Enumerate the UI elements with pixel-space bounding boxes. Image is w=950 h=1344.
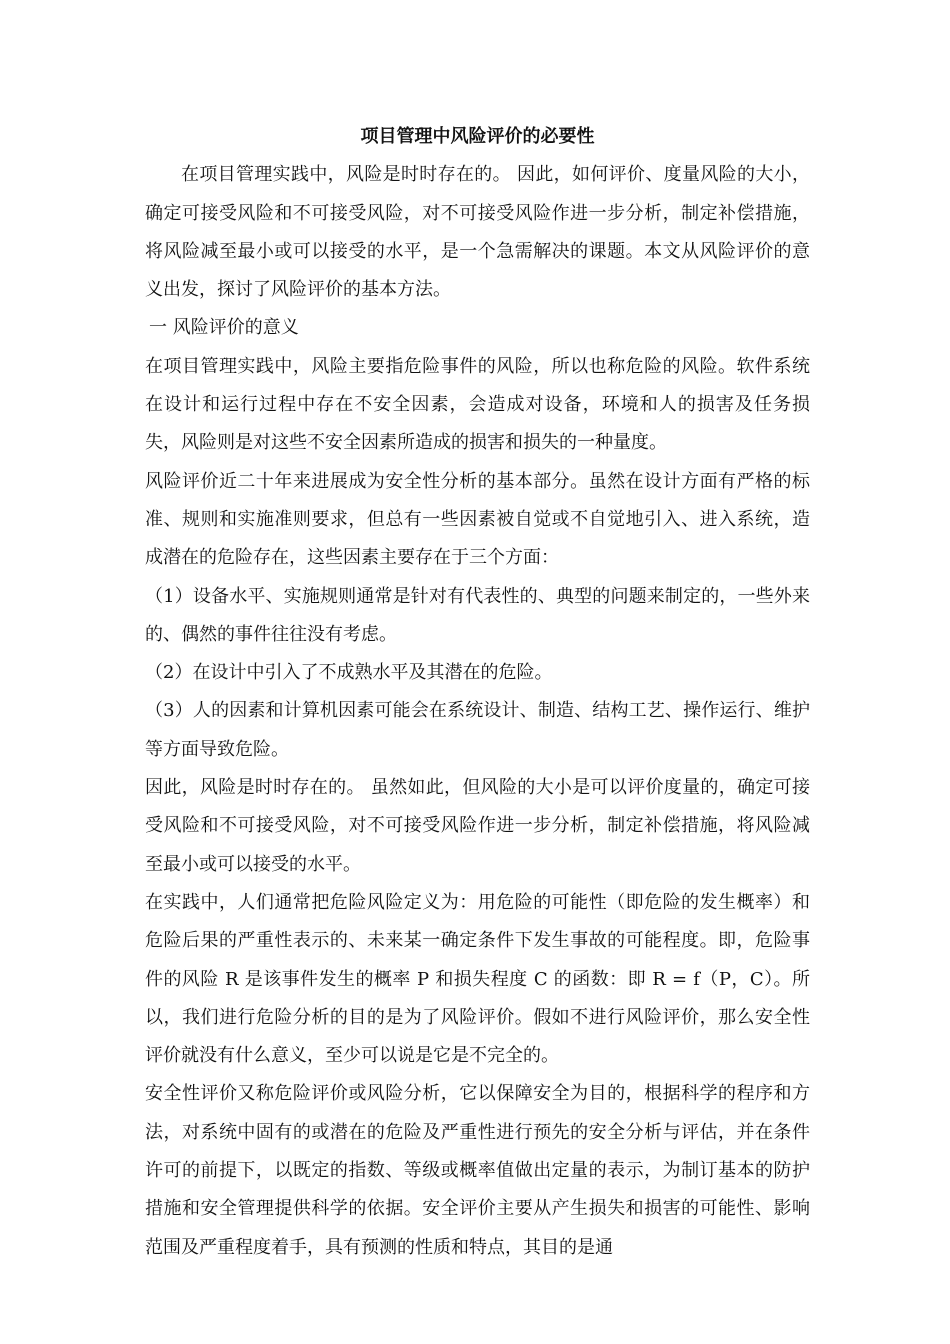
list-item: （3）人的因素和计算机因素可能会在系统设计、制造、结构工艺、操作运行、维护等方面导致危险。 — [145, 700, 810, 760]
body-paragraph: 因此，风险是时时存在的。 虽然如此，但风险的大小是可以评价度量的，确定可接受风险和不可接受风险，对不可接受风险作进一步分析，制定补偿措施，将风险减至最小或可以接受的水平。 — [145, 777, 810, 875]
body-paragraph: 在项目管理实践中，风险主要指危险事件的风险，所以也称危险的风险。软件系统在设计和运行过程中存在不安全因素，会造成对设备，环境和人的损害及任务损失，风险则是对这些不安全因素所造成的损害和损失的一种量度。 — [145, 355, 810, 454]
body-paragraph: 在实践中，人们通常把危险风险定义为：用危险的可能性（即危险的发生概率）和危险后果的严重性表示的、未来某一确定条件下发生事故的可能程度。即，危险事件的风险 R 是该事件发生的概率 P 和损失程度 C 的函数：即 R = f（P，C）。所以，我们进行危险分析的目的是为了风险评价。假如不进行风险评价，那么安全性评价就没有什么意义，至少可以说是它是不完全的。 — [145, 891, 810, 1067]
intro-paragraph: 在项目管理实践中，风险是时时存在的。 因此，如何评价、度量风险的大小，确定可接受风险和不可接受风险，对不可接受风险作进一步分析，制定补偿措施，将风险减至最小或可以接受的水平，是一个急需解决的课题。本文从风险评价的意义出发，探讨了风险评价的基本方法。 — [145, 164, 810, 301]
document-body — [145, 118, 810, 1267]
body-paragraph: 安全性评价又称危险评价或风险分析，它以保障安全为目的，根据科学的程序和方法，对系统中固有的或潜在的危险及严重性进行预先的安全分析与评估，并在条件许可的前提下，以既定的指数、等级或概率值做出定量的表示，为制订基本的防护措施和安全管理提供科学的依据。安全评价主要从产生损失和损害的可能性、影响范围及严重程度着手，具有预测的性质和特点，其目的是通 — [145, 1083, 810, 1258]
body-paragraph: 风险评价近二十年来进展成为安全性分析的基本部分。虽然在设计方面有严格的标准、规则和实施准则要求，但总有一些因素被自觉或不自觉地引入、进入系统，造成潜在的危险存在，这些因素主要存在于三个方面： — [145, 470, 810, 569]
document-title: 项目管理中风险评价的必要性 — [360, 126, 595, 147]
section-heading: 一 风险评价的意义 — [149, 317, 299, 339]
list-item: （1）设备水平、实施规则通常是针对有代表性的、典型的问题来制定的，一些外来的、偶然的事件往往没有考虑。 — [145, 585, 810, 645]
list-item: （2）在设计中引入了不成熟水平及其潜在的危险。 — [145, 662, 553, 684]
